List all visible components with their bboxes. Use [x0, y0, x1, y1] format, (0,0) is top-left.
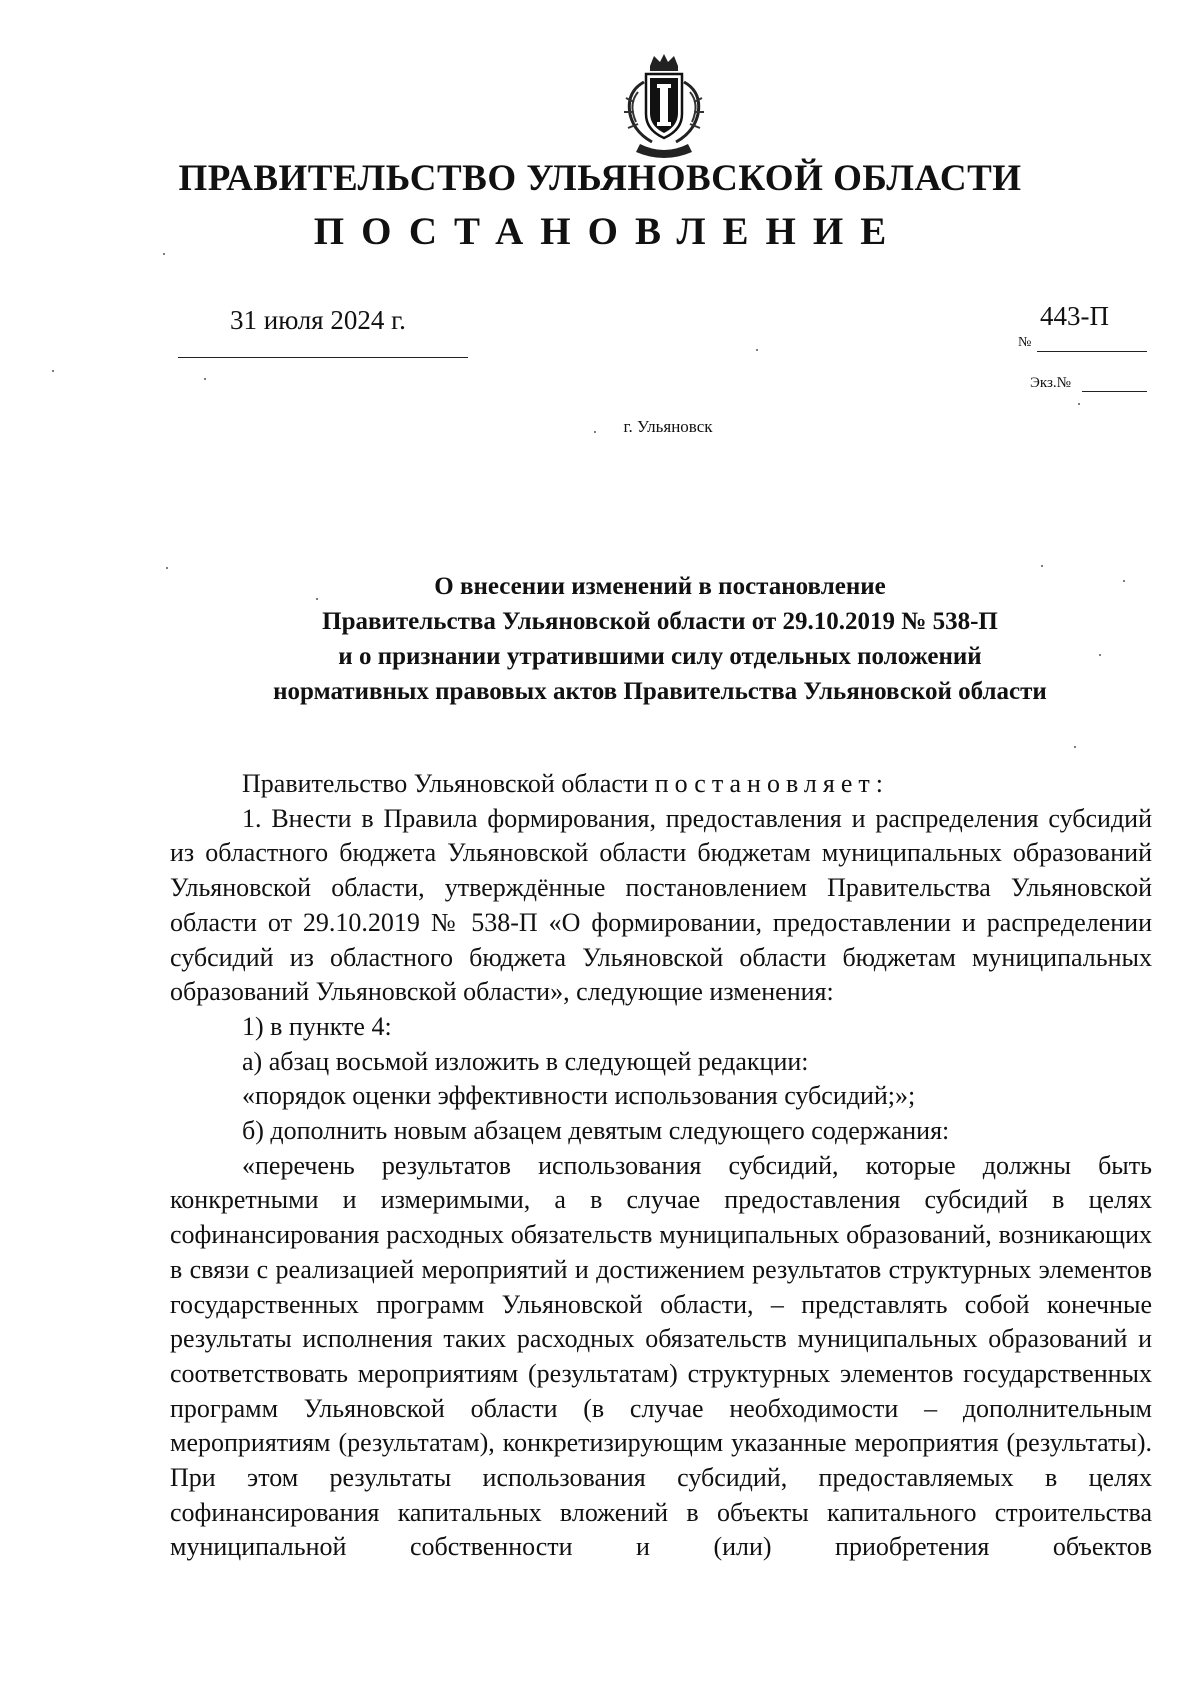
preamble-paragraph: [170, 767, 1152, 802]
body-paragraph: 1) в пункте 4:: [242, 1011, 392, 1041]
scan-speck: [1074, 746, 1076, 748]
document-body: [170, 767, 1152, 1565]
body-paragraph: 1. Внести в Правила формирования, предоставления и распределения субсидий из областного бюджета Ульяновской области бюджетам муниципальных образований Ульяновской области, утверждённые постановлением Правительства Ульяновской области от 29.10.2019 № 538-П «О формировании, предоставлении и распределении субсидий из областного бюджета Ульяновской области бюджетам муниципальных образований Ульяновской области», следующие изменения:: [170, 803, 1152, 1007]
scan-speck: [1099, 654, 1101, 656]
document-type: ПОСТАНОВЛЕНИЕ: [313, 210, 904, 253]
body-paragraph: а) абзац восьмой изложить в следующей редакции:: [242, 1046, 809, 1076]
number-underline: [1037, 351, 1147, 352]
title-line: и о признании утратившими силу отдельных положений: [338, 643, 982, 670]
scan-speck: [204, 378, 206, 380]
scan-speck: [756, 349, 758, 351]
coat-of-arms-emblem: [616, 52, 712, 162]
body-paragraph: «порядок оценки эффективности использования субсидий;»;: [242, 1081, 916, 1111]
title-line: нормативных правовых актов Правительства Ульяновской области: [273, 678, 1047, 705]
document-date: 31 июля 2024 г.: [230, 305, 406, 335]
body-paragraph: б) дополнить новым абзацем девятым следующего содержания:: [242, 1116, 950, 1146]
preamble-text: Правительство Ульяновской области: [242, 769, 655, 798]
scan-speck: [1078, 403, 1080, 405]
title-line: Правительства Ульяновской области от 29.10.2019 № 538-П: [322, 608, 998, 635]
scan-speck: [594, 431, 596, 433]
scan-speck: [52, 370, 54, 372]
document-number: 443-П: [1040, 301, 1109, 331]
scan-speck: [163, 253, 165, 255]
date-underline: [178, 357, 468, 358]
document-title: [160, 569, 1160, 709]
scan-speck: [1123, 580, 1125, 582]
copy-number-underline: [1082, 391, 1147, 392]
scan-speck: [316, 598, 318, 600]
document-city: г. Ульяновск: [623, 417, 713, 436]
scan-speck: [166, 567, 168, 569]
body-paragraph: «перечень результатов использования субсидий, которые должны быть конкретными и измеримыми, а в случае предоставления субсидий в целях софинансирования расходных обязательств муниципальных образований, возникающих в связи с реализацией мероприятий и достижением результатов структурных элементов государственных программ Ульяновской области, – представлять собой конечные результаты исполнения таких расходных обязательств муниципальных образований и соответствовать мероприятиям (результатам) структурных элементов государственных программ Ульяновской области (в случае необходимости – дополнительным мероприятиям (результатам), конкретизирующим указанные мероприятия (результаты). При этом результаты использования субсидий, предоставляемых в целях софинансирования капитальных вложений в объекты капитального строительства муниципальной собственности и (или) приобретения объектов: [170, 1150, 1152, 1562]
title-line: О внесении изменений в постановление: [434, 573, 886, 600]
scan-speck: [1041, 565, 1043, 567]
copy-number-label: Экз.№: [1030, 375, 1071, 391]
preamble-verb: постановляет:: [654, 769, 889, 798]
government-name: ПРАВИТЕЛЬСТВО УЛЬЯНОВСКОЙ ОБЛАСТИ: [178, 158, 1022, 199]
number-sign-label: №: [1018, 335, 1032, 350]
date-block: [178, 305, 468, 361]
